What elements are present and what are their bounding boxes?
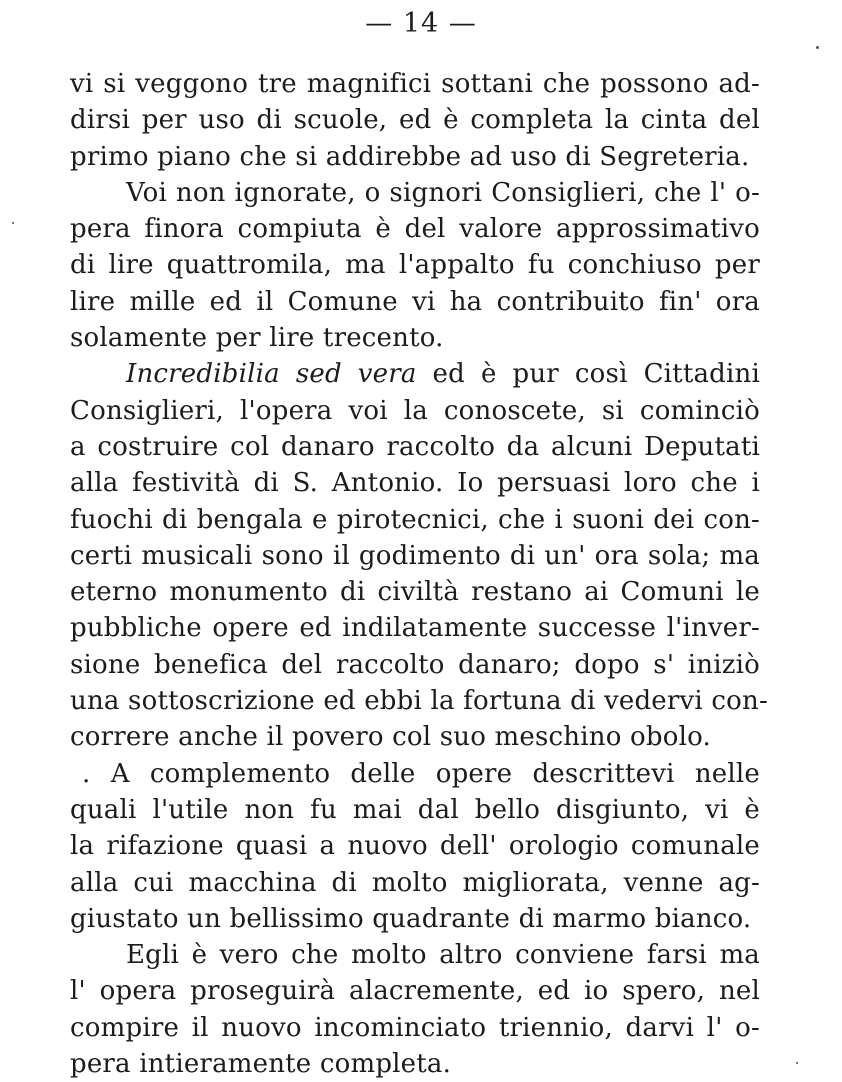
text-line: alla cui macchina di molto migliorata, venne ag- <box>70 867 760 898</box>
latin-phrase: Incredibilia sed vera <box>126 359 417 390</box>
text-line: sione benefica del raccolto danaro; dopo s' iniziò <box>70 649 760 680</box>
text-line: primo piano che si addirebbe ad uso di Segreteria. <box>70 141 750 172</box>
scan-speck <box>816 46 819 49</box>
text-line: pera finora compiuta è del valore approssimativo <box>70 214 760 245</box>
text-line: correre anche il povero col suo meschino obolo. <box>70 722 711 753</box>
text-line: pubbliche opere ed indilatamente successe l'inver- <box>70 613 760 644</box>
text-line: l' opera proseguirà alacremente, ed io spero, nel <box>70 976 760 1007</box>
text-line: Voi non ignorate, o signori Consiglieri, che l' o- <box>126 177 760 208</box>
text-line: pera intieramente completa. <box>70 1049 452 1080</box>
text-line: dirsi per uso di scuole, ed è completa la cinta del <box>70 105 760 136</box>
text-line: giustato un bellissimo quadrante di marmo bianco. <box>70 903 752 934</box>
text-line: quali l'utile non fu mai dal bello disgiunto, vi è <box>70 794 760 825</box>
text-line: la rifazione quasi a nuovo dell' orologio comunale <box>70 831 760 862</box>
page-number: — 14 — <box>365 8 477 39</box>
text-line: alla festività di S. Antonio. Io persuasi loro che i <box>70 468 760 499</box>
text-line: lire mille ed il Comune vi ha contribuito fin' ora <box>70 286 760 317</box>
text-line: Consiglieri, l'opera voi la conoscete, si cominciò <box>70 395 760 426</box>
text-line-with-italic <box>70 356 760 392</box>
body-text <box>70 66 768 1082</box>
text-line: fuochi di bengala e pirotecnici, che i suoni dei con- <box>70 504 760 535</box>
text-line: vi si veggono tre magnifici sottani che possono ad- <box>70 69 760 99</box>
text-fragment: ed è pur così Cittadini <box>416 359 760 390</box>
text-line: una sottoscrizione ed ebbi la fortuna di vedervi con- <box>70 686 768 717</box>
text-line: compire il nuovo incominciato triennio, darvi l' o- <box>70 1012 760 1043</box>
text-line: solamente per lire trecento. <box>70 323 444 354</box>
text-line: . A complemento delle opere descrittevi nelle <box>82 758 760 789</box>
text-line: certi musicali sono il godimento di un' ora sola; ma <box>70 540 760 571</box>
scan-speck <box>12 222 14 224</box>
text-line: eterno monumento di civiltà restano ai Comuni le <box>70 577 760 608</box>
text-line: di lire quattromila, ma l'appalto fu conchiuso per <box>70 250 760 281</box>
scan-speck <box>796 1062 798 1064</box>
text-line: Egli è vero che molto altro conviene farsi ma <box>126 940 760 971</box>
text-line: a costruire col danaro raccolto da alcuni Deputati <box>70 431 760 462</box>
